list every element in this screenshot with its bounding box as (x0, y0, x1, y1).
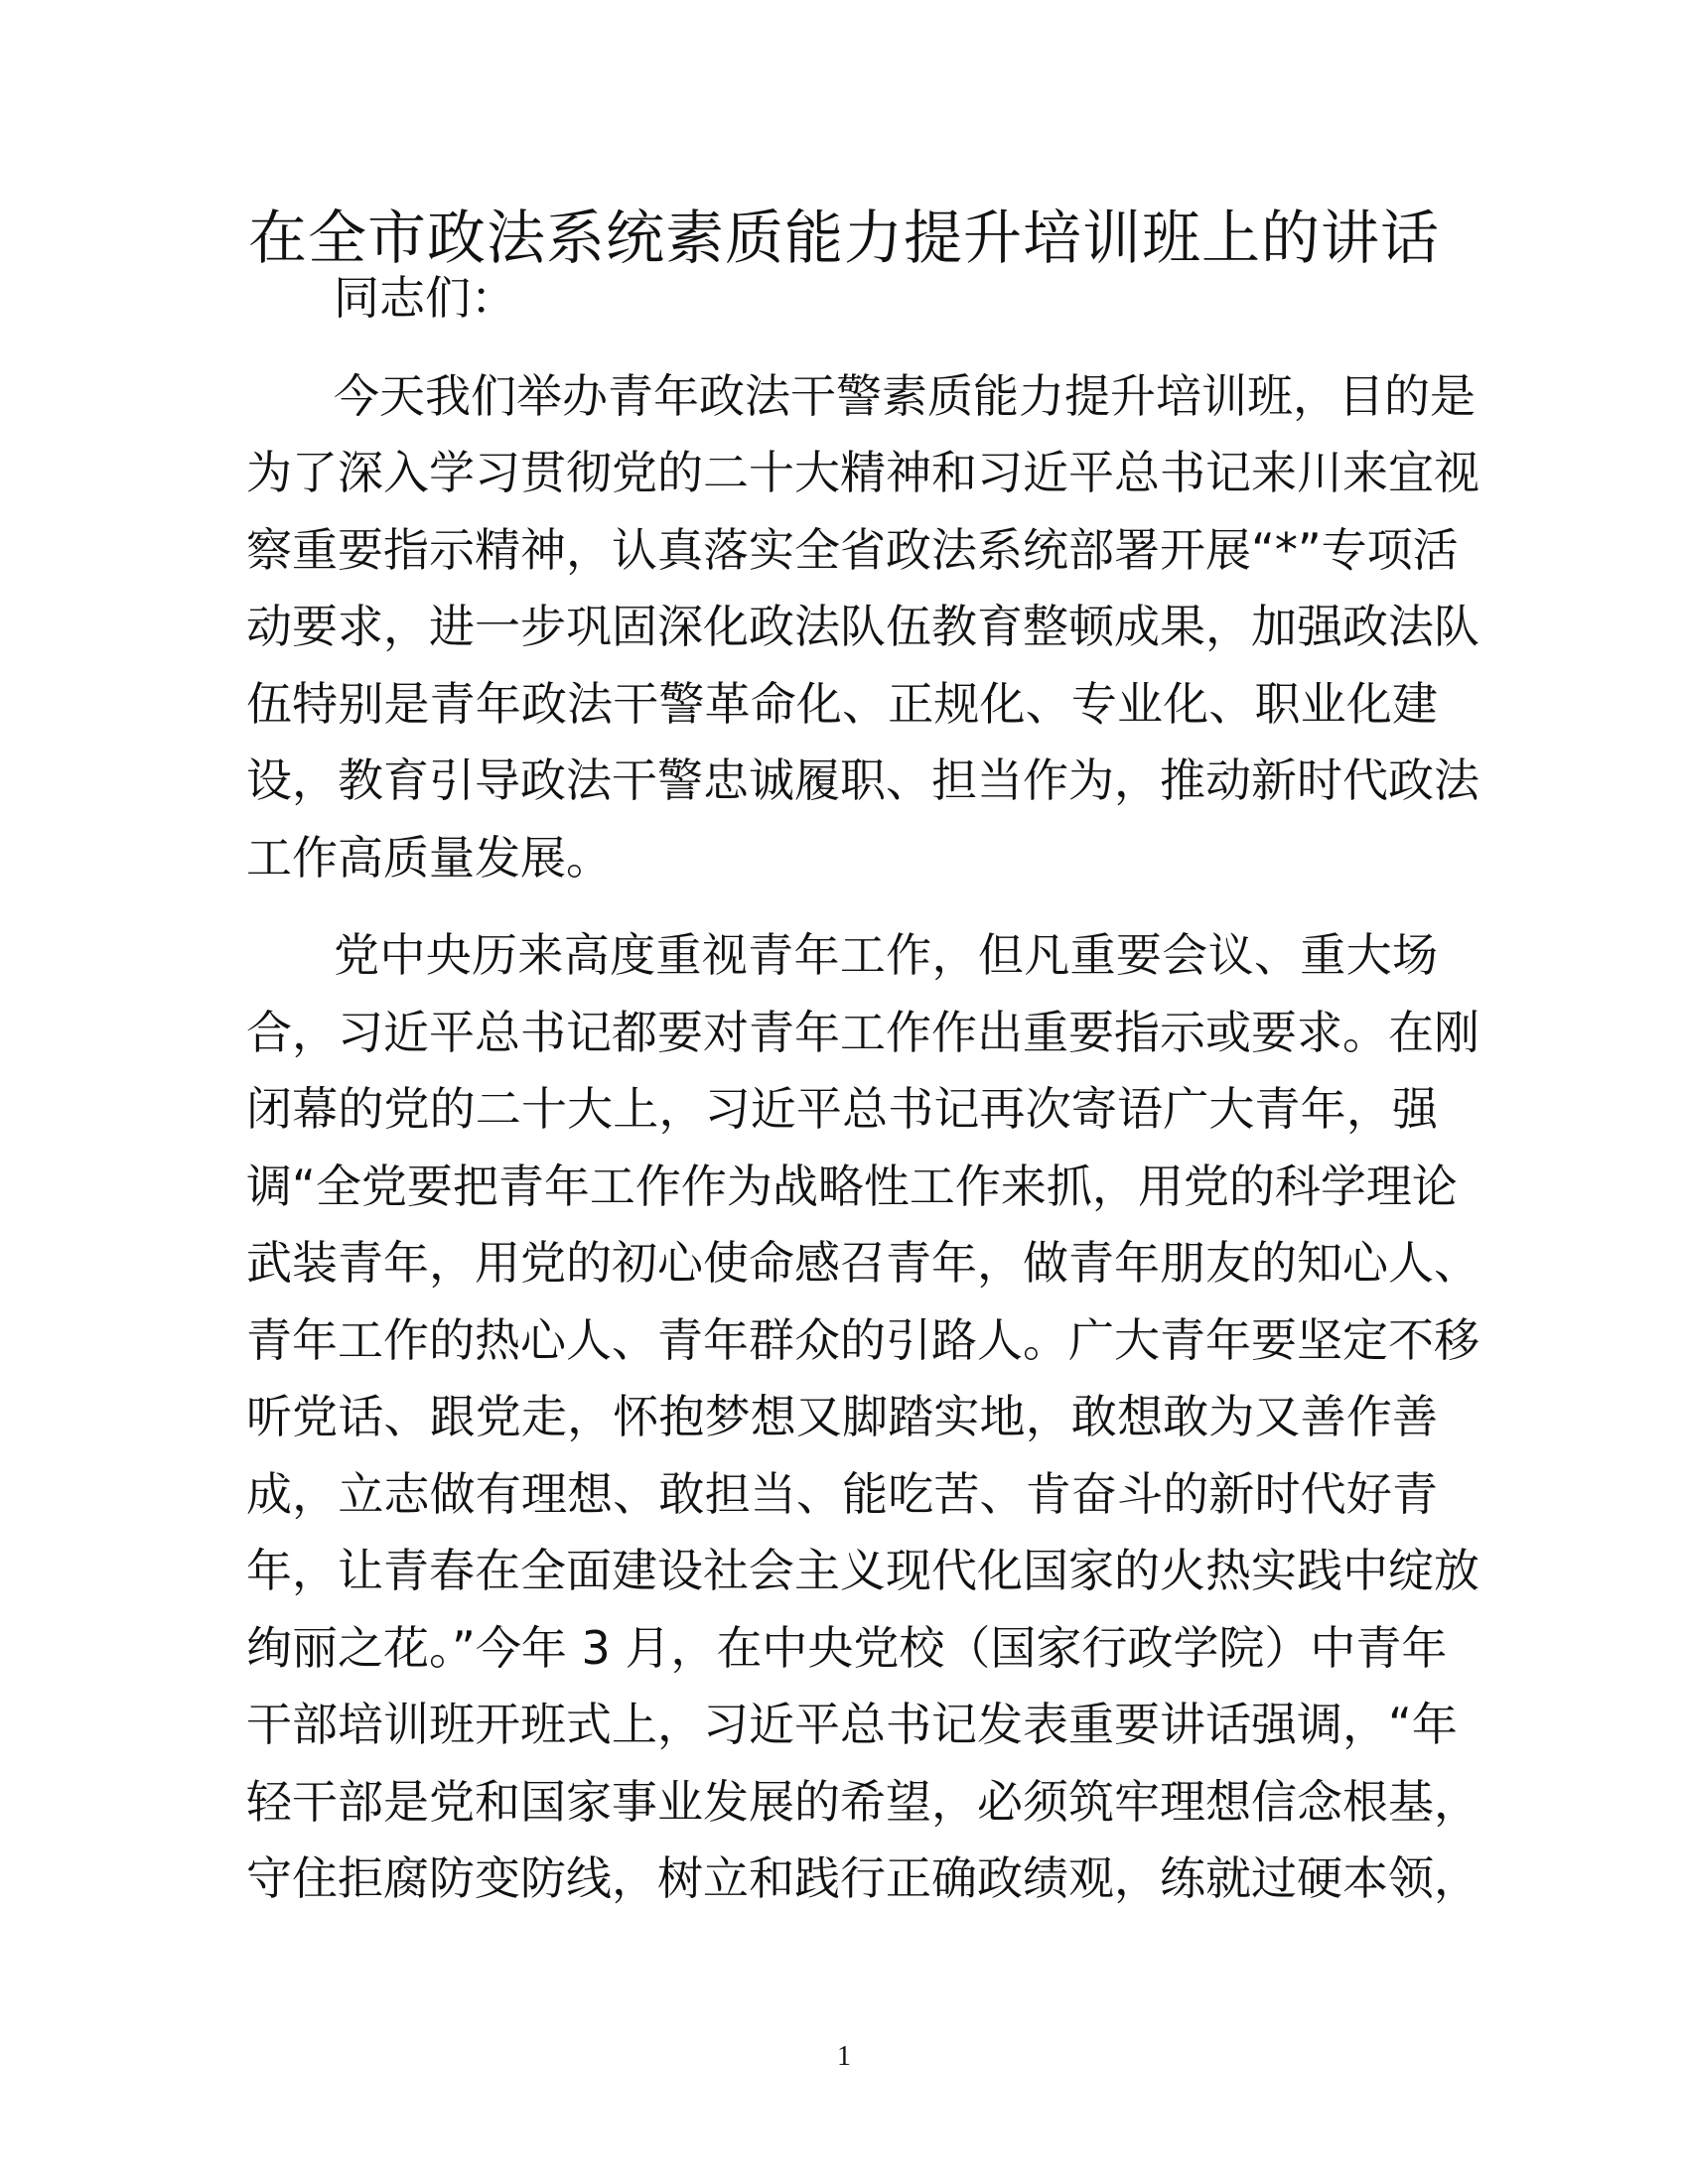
paragraph-line: 调“全党要把青年工作作为战略性工作来抓，用党的科学理论 (246, 1159, 1458, 1213)
paragraph-gap (246, 338, 1438, 358)
paragraph-line: 守住拒腐防变防线，树立和践行正确政绩观，练就过硬本领， (246, 1851, 1479, 1905)
document-body (246, 260, 1479, 1918)
paragraph-line: 武装青年，用党的初心使命感召青年，做青年朋友的知心人、 (246, 1236, 1479, 1290)
paragraph-line: 为了深入学习贯彻党的二十大精神和习近平总书记来川来宜视 (246, 446, 1479, 499)
paragraph-line: 青年工作的热心人、青年群众的引路人。广大青年要坚定不移 (246, 1312, 1479, 1367)
paragraph-line: 动要求，进一步巩固深化政法队伍教育整顿成果，加强政法队 (246, 600, 1479, 653)
paragraph-line: 今天我们举办青年政法干警素质能力提升培训班，目的是 (334, 368, 1476, 423)
paragraph-line: 年，让青春在全面建设社会主义现代化国家的火热实践中绽放 (246, 1544, 1479, 1597)
page-number: 1 (837, 2041, 851, 2072)
paragraph-1 (246, 358, 1479, 897)
salutation: 同志们： (334, 271, 516, 325)
paragraph-line: 成，立志做有理想、敢担当、能吃苦、肯奋斗的新时代好青 (246, 1466, 1438, 1521)
paragraph-line: 听党话、跟党走，怀抱梦想又脚踏实地，敢想敢为又善作善 (246, 1390, 1438, 1443)
paragraph-line: 轻干部是党和国家事业发展的希望，必须筑牢理想信念根基， (246, 1774, 1479, 1829)
paragraph-line: 合，习近平总书记都要对青年工作作出重要指示或要求。在刚 (246, 1005, 1479, 1059)
paragraph-line: 察重要指示精神，认真落实全省政法系统部署开展“*”专项活 (246, 522, 1459, 577)
paragraph-line: 伍特别是青年政法干警革命化、正规化、专业化、职业化建 (246, 676, 1438, 731)
paragraph-line: 工作高质量发展。 (246, 830, 612, 885)
paragraph-line: 干部培训班开班式上，习近平总书记发表重要讲话强调，“年 (246, 1698, 1458, 1751)
paragraph-gap (246, 896, 1438, 917)
paragraph-line: 闭幕的党的二十大上，习近平总书记再次寄语广大青年，强 (246, 1082, 1438, 1136)
document-title: 在全市政法系统素质能力提升培训班上的讲话 (247, 204, 1440, 272)
paragraph-line: 设，教育引导政法干警忠诚履职、担当作为，推动新时代政法 (246, 753, 1479, 807)
paragraph-2 (246, 917, 1479, 1918)
paragraph-line: 党中央历来高度重视青年工作，但凡重要会议、重大场 (334, 928, 1438, 982)
paragraph-line: 绚丽之花。”今年 3 月，在中央党校（国家行政学院）中青年 (246, 1620, 1448, 1675)
